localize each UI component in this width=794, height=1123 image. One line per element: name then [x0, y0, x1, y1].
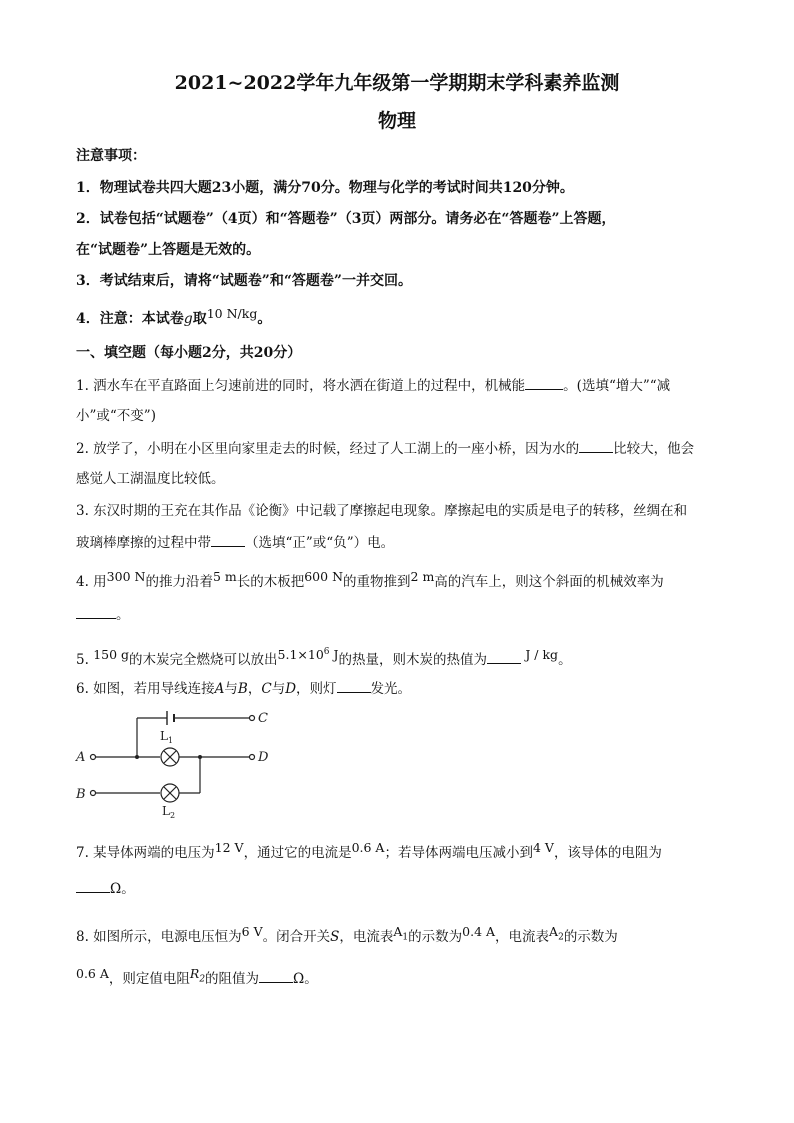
q8-text-2: 。闭合开关: [262, 929, 331, 945]
q3-text-b: 玻璃棒摩擦的过程中带: [76, 535, 211, 551]
q7-voltage: 12 V: [214, 840, 244, 855]
q7-text-4: ，该导体的电阻为: [553, 845, 662, 861]
label-C: C: [258, 711, 268, 726]
terminal-D: [250, 755, 255, 760]
q8-text-8: 的阻值为: [205, 971, 260, 987]
terminal-C: [250, 716, 255, 721]
q8-end: Ω。: [293, 971, 318, 987]
question-1-line-1: [76, 375, 726, 396]
q4-text-2: 的推力沿着: [145, 574, 213, 590]
q4-text-4: 的重物推到: [343, 574, 411, 590]
q8-ammeter-2: $A_2$: [549, 924, 564, 943]
q7-end: Ω。: [110, 881, 135, 897]
q6-text-4: 与: [271, 681, 286, 697]
q7-current: 0.6 A: [351, 840, 385, 855]
label-L1: L: [160, 729, 168, 743]
question-2-line-1: [76, 438, 726, 459]
q4-end: 。: [116, 607, 130, 623]
note-4-mid: 取: [192, 311, 207, 327]
q7-text-1: 7. 某导体两端的电压为: [76, 845, 215, 861]
section-1-heading: 一、填空题（每小题2分，共20分）: [76, 345, 302, 361]
question-4-line-1: [76, 569, 726, 592]
q8-resistor: $R_2$: [189, 966, 206, 985]
q6-text-5: ，则灯: [296, 681, 337, 697]
q4-force: 300 N: [106, 569, 146, 584]
note-4-end: 。: [257, 311, 272, 327]
terminal-B: [91, 791, 96, 796]
question-7-line-1: [76, 840, 726, 863]
note-4-g: g: [183, 311, 193, 327]
label-L2-sub: 2: [170, 811, 176, 820]
q5-end: 。: [558, 652, 572, 669]
q7-answer-blank[interactable]: [76, 878, 110, 893]
q8-text-6: 的示数为: [563, 929, 618, 945]
question-3-line-1: 3. 东汉时期的王充在其作品《论衡》中记载了摩擦起电现象。摩擦起电的实质是电子的转移，丝绸在和: [76, 503, 688, 519]
subject-title: 物理: [377, 110, 416, 132]
q8-text-7: ，则定值电阻: [108, 971, 190, 987]
label-B: B: [76, 787, 86, 802]
notes-heading: 注意事项：: [76, 148, 146, 164]
q6-text-3: ，: [247, 681, 262, 697]
note-4: [76, 306, 726, 329]
q6-text-2: 与: [224, 681, 238, 697]
q3-text-c: （选填“正”或“负”）电。: [245, 535, 395, 551]
q6-text-6: 发光。: [370, 681, 412, 697]
question-6: [76, 678, 726, 699]
q2-answer-blank[interactable]: [579, 438, 613, 453]
q4-answer-blank[interactable]: [76, 604, 116, 619]
q8-text-5: ，电流表: [495, 929, 550, 945]
q8-current-2: 0.6 A: [76, 966, 109, 981]
q5-unit: J / kg: [525, 647, 559, 663]
q5-heat: $5.1\times 10^6$ J: [277, 647, 339, 663]
question-2-line-2: 感觉人工湖温度比较低。: [76, 471, 225, 487]
question-4-line-2: [76, 604, 726, 625]
q2-text-b: 比较大，他会: [613, 441, 695, 457]
note-4-pre: 4．注意：本试卷: [76, 311, 184, 327]
q8-text-3: ，电流表: [339, 929, 394, 945]
q4-weight: 600 N: [304, 569, 344, 584]
q8-current-1: 0.4 A: [462, 924, 496, 939]
q4-text-5: 高的汽车上，则这个斜面的机械效率为: [434, 574, 664, 590]
q2-text-a: 2. 放学了，小明在小区里向家里走去的时候，经过了人工湖上的一座小桥，因为水的: [76, 441, 580, 457]
label-A: A: [76, 750, 86, 765]
q1-text-b: 。(选填“增大”“减: [563, 378, 671, 394]
q6-answer-blank[interactable]: [337, 678, 371, 693]
q8-answer-blank[interactable]: [259, 968, 293, 983]
note-2a: 2．试卷包括“试题卷”（4页）和“答题卷”（3页）两部分。请务必在“答题卷”上答题，: [76, 211, 616, 227]
q4-text-3: 长的木板把: [236, 574, 305, 590]
q8-voltage: 6 V: [241, 924, 263, 939]
q5-mass: 150 g: [93, 647, 130, 663]
q6-text-1: 6. 如图，若用导线连接: [76, 681, 215, 697]
q4-length: 5 m: [212, 569, 237, 584]
exam-title: 2021~2022学年九年级第一学期期末学科素养监测: [174, 72, 620, 94]
question-3-line-2: [76, 532, 726, 553]
note-2b: 在“试题卷”上答题是无效的。: [76, 242, 261, 258]
q8-ammeter-1: $A_1$: [393, 924, 409, 943]
q3-answer-blank[interactable]: [211, 532, 245, 547]
q7-text-2: ，通过它的电流是: [243, 845, 352, 861]
note-1: 1．物理试卷共四大题23小题，满分70分。物理与化学的考试时间共120分钟。: [76, 180, 574, 196]
q8-text-4: 的示数为: [408, 929, 463, 945]
q6-A: A: [214, 681, 225, 697]
question-1-line-2: 小”或“不变”): [76, 408, 156, 424]
label-D: D: [258, 750, 269, 765]
label-L2: L: [162, 804, 170, 818]
q1-answer-blank[interactable]: [525, 375, 563, 390]
question-7-line-2: [76, 878, 726, 899]
q6-circuit-diagram: [70, 700, 280, 830]
q5-num: 5.: [76, 652, 89, 669]
q7-text-3: ；若导体两端电压减小到: [384, 845, 533, 861]
question-5: [76, 647, 726, 670]
q1-text-a: 1. 洒水车在平直路面上匀速前进的同时，将水洒在街道上的过程中，机械能: [76, 378, 526, 394]
q5-text-3: 的热量，则木炭的热值为: [338, 652, 488, 669]
q5-answer-blank[interactable]: [487, 649, 521, 664]
q7-voltage-2: 4 V: [532, 840, 554, 855]
q8-switch: S: [330, 929, 340, 945]
q6-D: D: [285, 681, 297, 697]
q8-text-1: 8. 如图所示，电源电压恒为: [76, 929, 242, 945]
q6-B: B: [237, 681, 248, 697]
q4-height: 2 m: [410, 569, 435, 584]
question-8-line-1: [76, 924, 726, 953]
q4-text-1: 4. 用: [76, 574, 107, 590]
q6-C: C: [261, 681, 272, 697]
note-3: 3．考试结束后，请将“试题卷”和“答题卷”一并交回。: [76, 273, 412, 289]
note-4-val: 10 N/kg: [206, 306, 258, 321]
question-8-line-2: [76, 968, 726, 995]
q5-text-2: 的木炭完全燃烧可以放出: [129, 652, 278, 669]
junction-right: [198, 755, 202, 759]
terminal-A: [91, 755, 96, 760]
label-L1-sub: 1: [168, 736, 174, 745]
junction-left: [135, 755, 139, 759]
